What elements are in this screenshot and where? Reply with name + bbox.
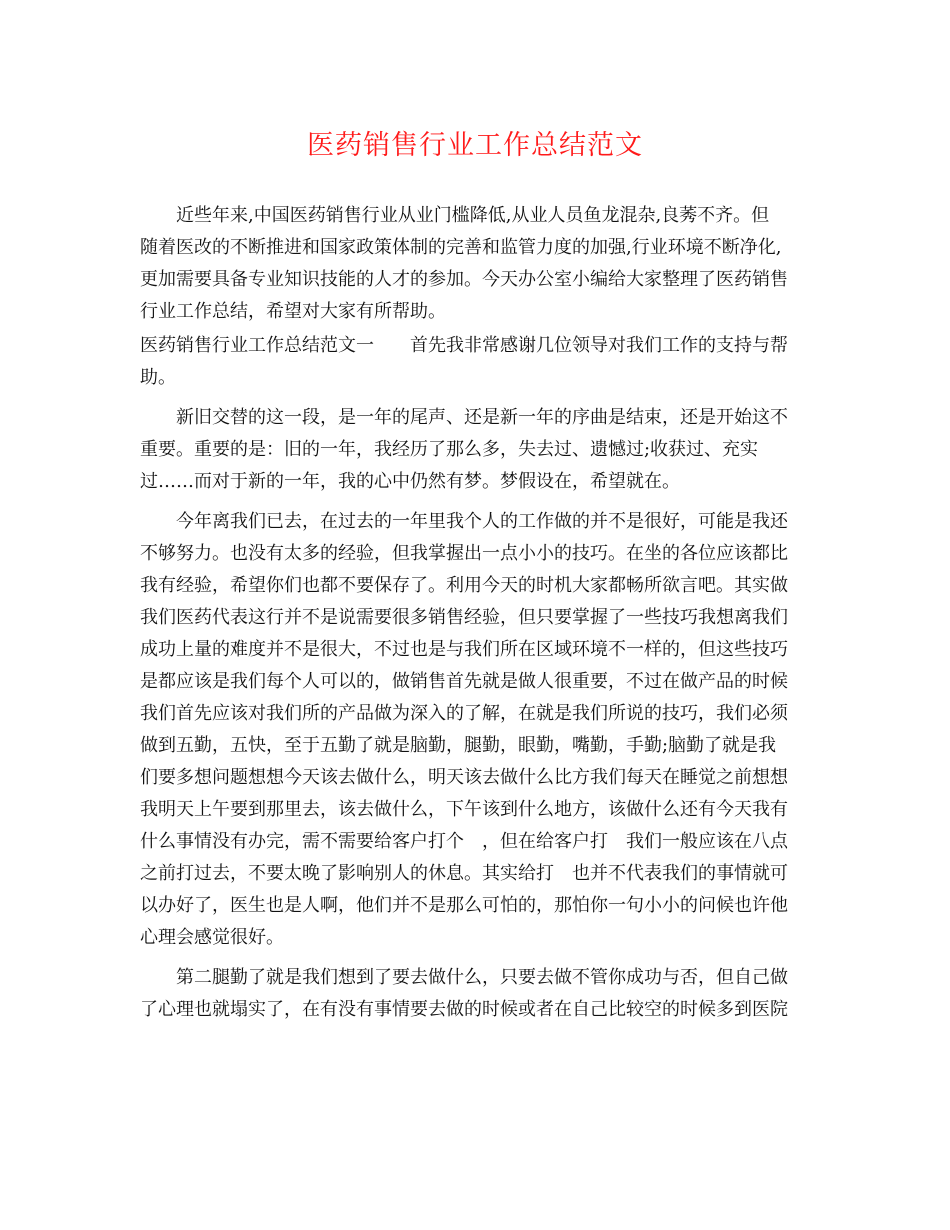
text-line: 新旧交替的这一段，是一年的尾声、还是新一年的序曲是结束，还是开始这不	[176, 407, 788, 428]
text-line: 医药销售行业工作总结范文一 首先我非常感谢几位领导对我们工作的支持与帮	[140, 335, 788, 356]
text-line: 了心理也就塌实了，在有没有事情要去做的时候或者在自己比较空的时候多到医院	[140, 999, 788, 1020]
text-line: 我明天上午要到那里去，该去做什么，下午该到什么地方，该做什么还有今天我有	[140, 799, 788, 820]
text-line: 助。	[140, 367, 176, 388]
paragraph-leg-diligence	[140, 962, 812, 1026]
text-line: 我们首先应该对我们所的产品做为深入的了解，在就是我们所说的技巧，我们必须	[140, 703, 788, 724]
paragraph-intro	[140, 200, 812, 328]
text-line: 我们医药代表这行并不是说需要很多销售经验，但只要掌握了一些技巧我想离我们	[140, 607, 788, 628]
text-line: 心理会感觉很好。	[140, 927, 284, 948]
paragraph-heading-one	[140, 330, 812, 394]
text-line: 不够努力。也没有太多的经验，但我掌握出一点小小的技巧。在坐的各位应该都比	[140, 543, 788, 564]
text-line: 随着医改的不断推进和国家政策体制的完善和监管力度的加强,行业环境不断净化,	[140, 237, 782, 258]
text-line: 行业工作总结，希望对大家有所帮助。	[140, 301, 446, 322]
paragraph-work-review	[140, 506, 812, 954]
document-body	[140, 200, 812, 1026]
text-line: 什么事情没有办完，需不需要给客户打个 ，但在给客户打 我们一般应该在八点	[140, 831, 788, 852]
text-line: 更加需要具备专业知识技能的人才的参加。今天办公室小编给大家整理了医药销售	[140, 269, 788, 290]
paragraph-new-year	[140, 402, 812, 498]
text-line: 以办好了，医生也是人啊，他们并不是那么可怕的，那怕你一句小小的问候也许他	[140, 895, 788, 916]
text-line: 近些年来,中国医药销售行业从业门槛降低,从业人员鱼龙混杂,良莠不齐。但	[176, 205, 770, 226]
text-line: 是都应该是我们每个人可以的，做销售首先就是做人很重要，不过在做产品的时候	[140, 671, 788, 692]
text-line: 们要多想问题想想今天该去做什么，明天该去做什么比方我们每天在睡觉之前想想	[140, 767, 788, 788]
text-line: 我有经验，希望你们也都不要保存了。利用今天的时机大家都畅所欲言吧。其实做	[140, 575, 788, 596]
text-line: 做到五勤，五快，至于五勤了就是脑勤，腿勤，眼勤，嘴勤，手勤;脑勤了就是我	[140, 735, 777, 756]
text-line: 今年离我们已去，在过去的一年里我个人的工作做的并不是很好，可能是我还	[176, 511, 788, 532]
text-line: 第二腿勤了就是我们想到了要去做什么，只要去做不管你成功与否，但自己做	[176, 967, 788, 988]
text-line: 过……而对于新的一年，我的心中仍然有梦。梦假设在，希望就在。	[140, 471, 680, 492]
text-line: 成功上量的难度并不是很大，不过也是与我们所在区域环境不一样的，但这些技巧	[140, 639, 788, 660]
text-line: 重要。重要的是：旧的一年，我经历了那么多，失去过、遗憾过;收获过、充实	[140, 439, 759, 460]
document-title: 医药销售行业工作总结范文	[307, 130, 643, 161]
text-line: 之前打过去，不要太晚了影响别人的休息。其实给打 也并不代表我们的事情就可	[140, 863, 788, 884]
